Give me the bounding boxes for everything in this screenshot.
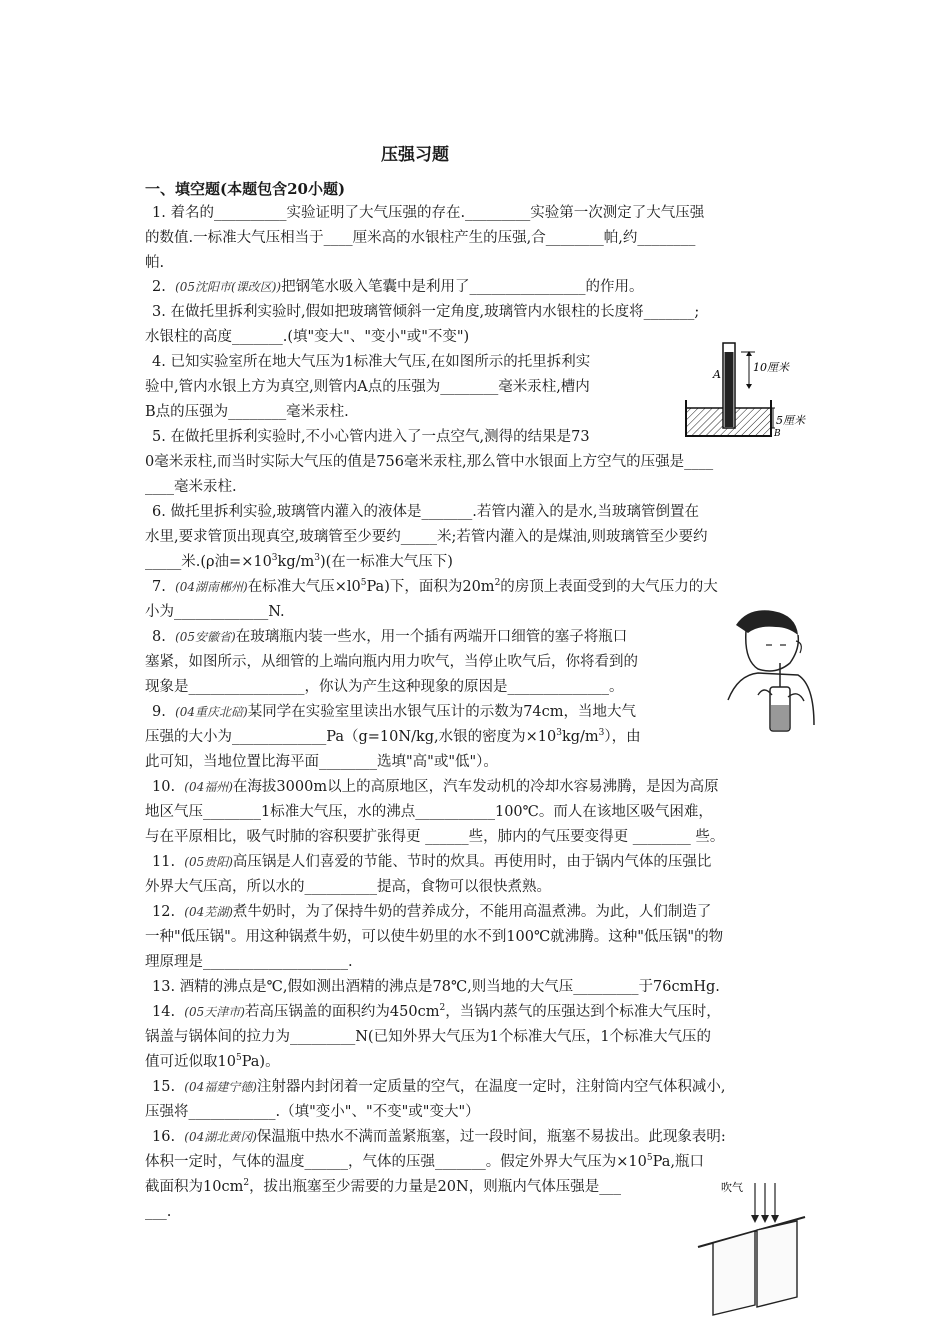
q16-line-1: 16. (04湖北黄冈)保温瓶中热水不满而盖紧瓶塞，过一段时间，瓶塞不易拔出。此现象表明: bbox=[152, 1129, 726, 1145]
q8-line-3: 现象是________________，你认为产生这种现象的原因是______________。 bbox=[145, 679, 624, 695]
q12-line-2: 一种"低压锅"。用这种锅煮牛奶，可以使牛奶里的水不到100℃就沸腾。这种"低压锅"的物 bbox=[145, 929, 724, 945]
q10-line-2: 地区气压________1标准大气压，水的沸点___________100℃。而人在该地区吸气困难， bbox=[145, 804, 713, 820]
source-tag: (05天津市) bbox=[184, 1005, 245, 1019]
q4-line-2: 验中,管内水银上方为真空,则管内A点的压强为________毫米汞柱,槽内 bbox=[145, 379, 590, 395]
q11-line-2: 外界大气压高，所以水的__________提高，食物可以很快煮熟。 bbox=[145, 879, 551, 895]
source-tag: (04福建宁德) bbox=[184, 1080, 257, 1094]
page-title: 压强习题 bbox=[381, 145, 449, 165]
source-tag: (05贵阳) bbox=[184, 855, 233, 869]
blow-label: 吹气 bbox=[721, 1181, 743, 1194]
face-outline bbox=[746, 631, 799, 671]
paper-blowing-figure bbox=[693, 1177, 818, 1322]
q3-line-2: 水银柱的高度_______.(填"变大"、"变小"或"不变") bbox=[145, 329, 470, 345]
q2-line-1: 2. (05沈阳市(课改区))把钢笔水吸入笔囊中是利用了________________的作用。 bbox=[152, 279, 644, 295]
q13-line-1: 13. 酒精的沸点是℃,假如测出酒精的沸点是78℃,则当地的大气压_________于76cmHg. bbox=[152, 979, 720, 995]
label-5cm: 5厘米 bbox=[776, 414, 805, 427]
q16-line-2: 体积一定时，气体的温度______，气体的压强_______。假定外界大气压为$\times 10^5Pa$,瓶口 bbox=[145, 1153, 704, 1170]
q3-line-1: 3. 在做托里拆利实验时,假如把玻璃管倾斜一定角度,玻璃管内水银柱的长度将_______; bbox=[152, 304, 700, 320]
point-b-label: B bbox=[774, 429, 781, 439]
boy-blowing-figure bbox=[718, 605, 818, 735]
q12-line-1: 12. (04芜湖)煮牛奶时，为了保持牛奶的营养成分，不能用高温煮沸。为此，人们制造了 bbox=[152, 904, 712, 920]
q4-line-3: B点的压强为________毫米汞柱. bbox=[145, 404, 349, 420]
q14-line-3: 值可近似取$10^5Pa$)。 bbox=[145, 1053, 280, 1070]
q16-line-4: ___. bbox=[145, 1204, 172, 1220]
q6-line-2: 水里,要求管顶出现真空,玻璃管至少要约_____米;若管内灌入的是煤油,则玻璃管至少要约 bbox=[145, 529, 708, 545]
q5-line-2: 0毫米汞柱,而当时实际大气压的值是756毫米汞柱,那么管中水银面上方空气的压强是____ bbox=[145, 454, 714, 470]
paper-right bbox=[757, 1221, 797, 1307]
source-tag: (04湖南郴州) bbox=[175, 580, 248, 594]
q9-line-3: 此可知，当地位置比海平面________选填"高"或"低"）。 bbox=[145, 754, 498, 770]
q9-line-2: 压强的大小为_____________Pa（g=10N/kg,水银的密度为$\times 10^3kg/m^3$），由 bbox=[145, 728, 641, 745]
source-tag: (04重庆北碚) bbox=[175, 705, 248, 719]
q10-line-1: 10. (04福州)在海拔3000m以上的高原地区，汽车发动机的冷却水容易沸腾，是因为高原 bbox=[152, 779, 719, 795]
q4-line-1: 4. 已知实验室所在地大气压为1标准大气压,在如图所示的托里拆利实 bbox=[152, 354, 591, 370]
mercury-column bbox=[725, 352, 734, 427]
q9-line-1: 9. (04重庆北碚)某同学在实验室里读出水银气压计的示数为74cm，当地大气 bbox=[152, 704, 637, 720]
q1-line-2: 的数值.一标准大气压相当于____厘米高的水银柱产生的压强,合________帕,约________ bbox=[145, 230, 696, 246]
q14-line-2: 锅盖与锅体间的拉力为_________N(已知外界大气压为1个标准大气压，1个标准大气压的 bbox=[145, 1029, 712, 1045]
q14-line-1: 14. (05天津市)若高压锅盖的面积约为$450cm^2$，当锅内蒸气的压强达到个标准大气压时， bbox=[152, 1003, 721, 1020]
source-tag: (04湖北黄冈) bbox=[184, 1130, 257, 1144]
q7-line-2: 小为_____________N. bbox=[145, 604, 285, 620]
source-tag: (05沈阳市(课改区)) bbox=[175, 280, 282, 294]
section-heading: 一、填空题(本题包含20小题) bbox=[145, 180, 346, 198]
q8-line-1: 8. (05安徽省)在玻璃瓶内装一些水，用一个插有两端开口细管的塞子将瓶口 bbox=[152, 629, 628, 645]
source-tag: (04芜湖) bbox=[184, 905, 233, 919]
q5-line-1: 5. 在做托里拆利实验时,不小心管内进入了一点空气,测得的结果是73 bbox=[152, 429, 590, 445]
q12-line-3: 理原理是____________________. bbox=[145, 954, 353, 970]
q15-line-2: 压强将____________.（填"变小"、"不变"或"变大"） bbox=[145, 1104, 480, 1120]
q1-line-1: 1. 着名的__________实验证明了大气压强的存在._________实验第一次测定了大气压强 bbox=[152, 205, 705, 221]
q5-line-3: ____毫米汞柱. bbox=[145, 479, 237, 495]
point-a-label: A bbox=[713, 368, 721, 381]
label-10cm: 10厘米 bbox=[753, 361, 789, 374]
source-tag: (04福州) bbox=[184, 780, 233, 794]
q10-line-3: 与在平原相比，吸气时肺的容积要扩张得更 ______些，肺内的气压要变得更 ________ 些。 bbox=[145, 829, 725, 845]
q11-line-1: 11. (05贵阳)高压锅是人们喜爱的节能、节时的炊具。再使用时，由于锅内气体的压强比 bbox=[152, 854, 712, 870]
q6-line-1: 6. 做托里拆利实验,玻璃管内灌入的液体是_______.若管内灌入的是水,当玻璃管倒置在 bbox=[152, 504, 700, 520]
q6-line-3: _____米.(ρ油$=\times 10^3kg/m^3$)(在一标准大气压下) bbox=[145, 553, 453, 570]
q8-line-2: 塞紧，如图所示，从细管的上端向瓶内用力吹气，当停止吹气后，你将看到的 bbox=[145, 654, 638, 670]
q7-line-1: 7. (04湖南郴州)在标准大气压$\times l0^5Pa$)下，面积为$20m^2$的房顶上表面受到的大气压力的大 bbox=[152, 578, 718, 595]
q1-line-3: 帕. bbox=[145, 255, 165, 271]
paper-left bbox=[713, 1231, 755, 1315]
source-tag: (05安徽省) bbox=[175, 630, 236, 644]
torricelli-figure bbox=[683, 338, 808, 440]
q15-line-1: 15. (04福建宁德)注射器内封闭着一定质量的空气，在温度一定时，注射筒内空气体积减小, bbox=[152, 1079, 726, 1095]
q16-line-3: 截面积为$10cm^2$，拔出瓶塞至少需要的力量是20N，则瓶内气体压强是___ bbox=[145, 1178, 621, 1195]
